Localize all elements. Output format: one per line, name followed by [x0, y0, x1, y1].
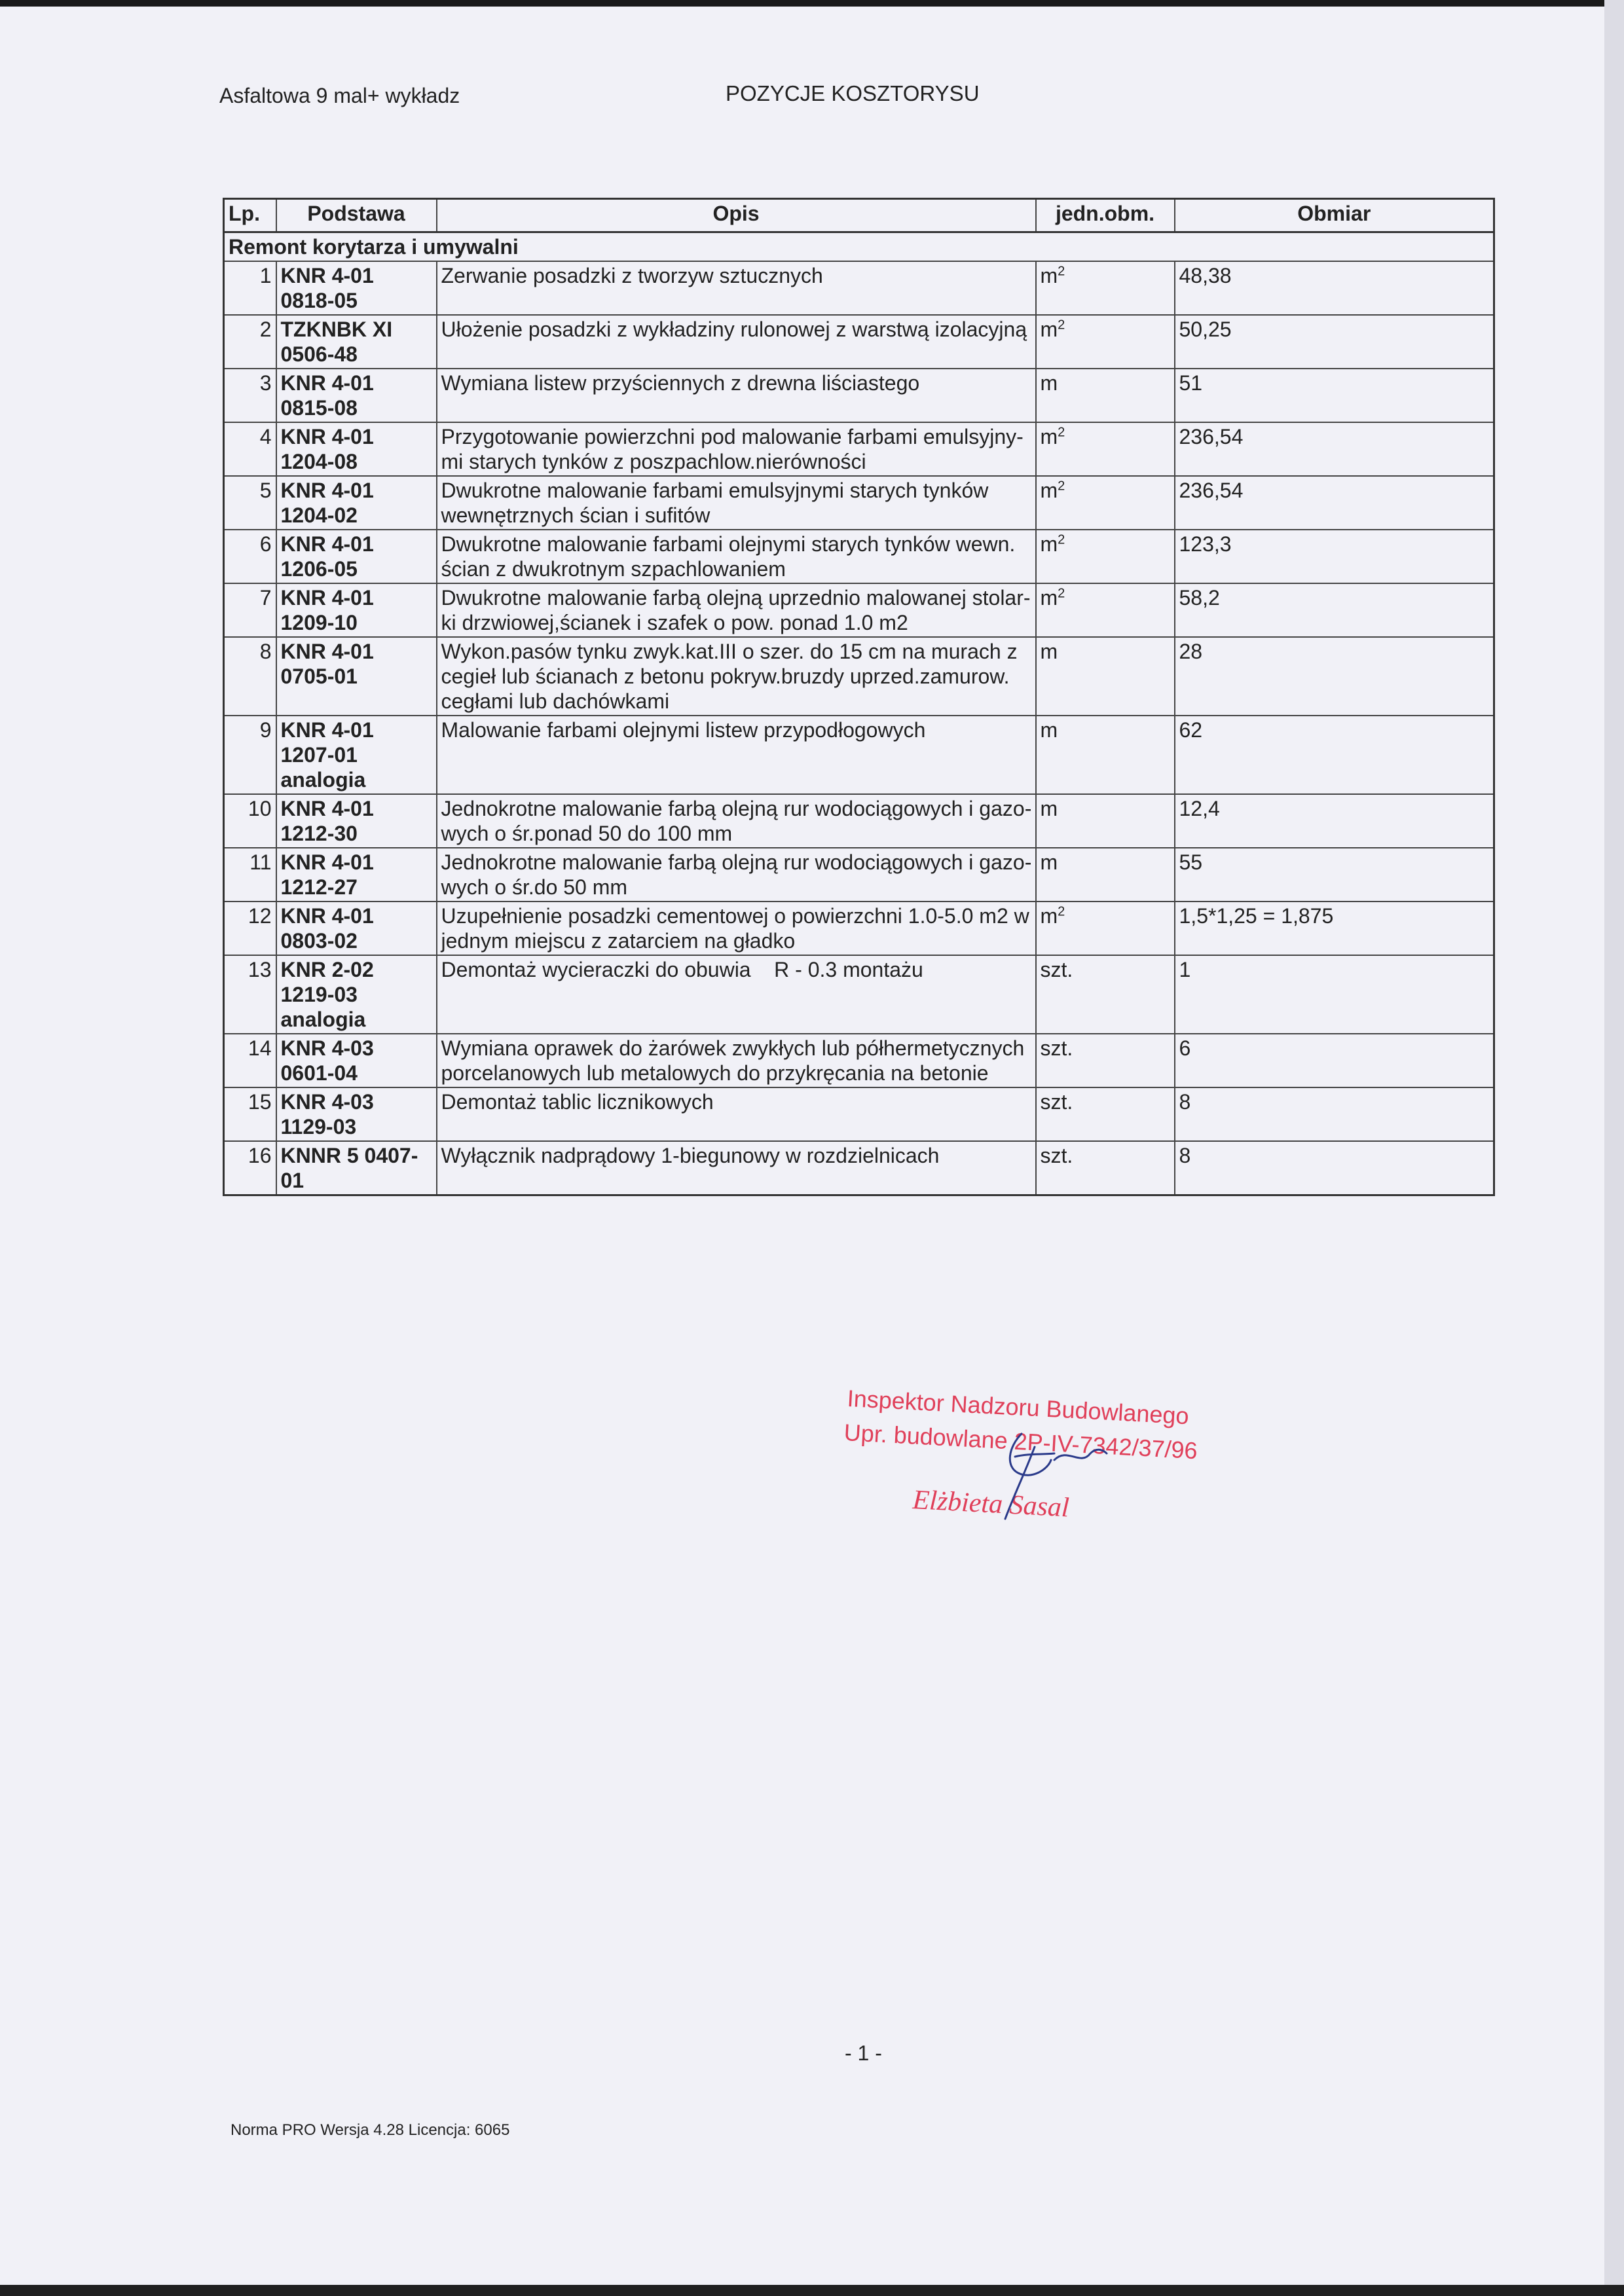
row-opis — [437, 902, 1036, 955]
row-opis — [437, 530, 1036, 583]
col-header-obmiar: Obmiar — [1175, 199, 1494, 232]
row-podstawa — [276, 261, 437, 315]
podstawa-line: 1219-03 — [280, 983, 358, 1006]
row-obmiar: 236,54 — [1175, 422, 1494, 476]
unit-exponent: 2 — [1058, 479, 1065, 494]
row-lp: 5 — [224, 476, 276, 530]
row-lp: 3 — [224, 369, 276, 422]
row-opis — [437, 848, 1036, 902]
unit-text: m — [1040, 264, 1058, 287]
podstawa-line: 1204-02 — [280, 503, 358, 527]
scan-edge-bottom — [0, 2285, 1624, 2296]
table-row — [224, 848, 1494, 902]
unit-text: szt. — [1040, 958, 1073, 981]
row-obmiar: 50,25 — [1175, 315, 1494, 369]
table-row — [224, 955, 1494, 1034]
unit-text: m — [1040, 425, 1058, 448]
opis-line: Demontaż wycieraczki do obuwia R - 0.3 montażu — [441, 958, 923, 981]
row-unit — [1036, 955, 1175, 1034]
row-obmiar: 123,3 — [1175, 530, 1494, 583]
cost-estimate-table — [223, 198, 1495, 1196]
opis-line: Wymiana listew przyściennych z drewna liściastego — [441, 371, 920, 395]
opis-line: Demontaż tablic licznikowych — [441, 1090, 714, 1114]
opis-line: Wymiana oprawek do żarówek zwykłych lub półhermetycznych — [441, 1036, 1025, 1060]
table-header-row — [224, 199, 1494, 232]
opis-line: Wykon.pasów tynku zwyk.kat.III o szer. do 15 cm na murach z — [441, 640, 1018, 663]
row-unit — [1036, 369, 1175, 422]
row-unit — [1036, 315, 1175, 369]
row-lp: 13 — [224, 955, 276, 1034]
row-opis — [437, 369, 1036, 422]
unit-exponent: 2 — [1058, 532, 1065, 547]
row-lp: 8 — [224, 637, 276, 716]
row-unit — [1036, 848, 1175, 902]
opis-line: ki drzwiowej,ścianek i szafek o pow. ponad 1.0 m2 — [441, 611, 908, 634]
header-title: POZYCJE KOSZTORYSU — [726, 81, 980, 105]
table-row — [224, 902, 1494, 955]
unit-exponent: 2 — [1058, 318, 1065, 333]
podstawa-line: KNR 4-01 — [280, 264, 374, 287]
podstawa-line: KNR 4-01 — [280, 718, 374, 742]
row-obmiar: 1,5*1,25 = 1,875 — [1175, 902, 1494, 955]
opis-line: Jednokrotne malowanie farbą olejną rur wodociągowych i gazo- — [441, 797, 1032, 820]
col-header-podstawa: Podstawa — [276, 199, 437, 232]
row-podstawa — [276, 583, 437, 637]
row-obmiar: 55 — [1175, 848, 1494, 902]
podstawa-line: KNR 4-03 — [280, 1090, 374, 1114]
row-unit — [1036, 1141, 1175, 1195]
podstawa-line: KNR 4-01 — [280, 479, 374, 502]
row-obmiar: 62 — [1175, 716, 1494, 794]
row-opis — [437, 716, 1036, 794]
row-obmiar: 51 — [1175, 369, 1494, 422]
unit-text: m — [1040, 718, 1058, 742]
row-obmiar: 8 — [1175, 1141, 1494, 1195]
table-row — [224, 369, 1494, 422]
unit-exponent: 2 — [1058, 425, 1065, 440]
unit-text: m — [1040, 318, 1058, 341]
row-unit — [1036, 1034, 1175, 1087]
podstawa-line: KNR 4-01 — [280, 532, 374, 556]
stamp-name: Elżbieta Sasal — [912, 1484, 1070, 1523]
podstawa-line: 1212-27 — [280, 875, 358, 899]
header-project-name: Asfaltowa 9 mal+ wykładz — [219, 84, 460, 107]
podstawa-line: 1129-03 — [280, 1115, 357, 1139]
row-podstawa — [276, 955, 437, 1034]
unit-text: m — [1040, 586, 1058, 610]
row-podstawa — [276, 369, 437, 422]
table-row — [224, 315, 1494, 369]
unit-text: m — [1040, 532, 1058, 556]
stamp-line-license: Upr. budowlane 2P-IV-7342/37/96 — [843, 1419, 1198, 1465]
table-row — [224, 716, 1494, 794]
opis-line: Wyłącznik nadprądowy 1-biegunowy w rozdzielnicach — [441, 1144, 940, 1167]
row-lp: 16 — [224, 1141, 276, 1195]
row-podstawa — [276, 902, 437, 955]
opis-line: Uzupełnienie posadzki cementowej o powierzchni 1.0-5.0 m2 w — [441, 904, 1029, 928]
table-row — [224, 794, 1494, 848]
section-row — [224, 232, 1494, 262]
podstawa-line: KNR 4-01 — [280, 904, 374, 928]
row-unit — [1036, 794, 1175, 848]
opis-line: Przygotowanie powierzchni pod malowanie farbami emulsyjny- — [441, 425, 1024, 448]
row-opis — [437, 476, 1036, 530]
podstawa-line: KNR 4-01 — [280, 586, 374, 610]
unit-text: szt. — [1040, 1090, 1073, 1114]
row-podstawa — [276, 1141, 437, 1195]
row-opis — [437, 794, 1036, 848]
table-row — [224, 1087, 1494, 1141]
opis-line: jednym miejscu z zatarciem na gładko — [441, 929, 796, 953]
podstawa-line: KNR 4-01 — [280, 797, 374, 820]
unit-exponent: 2 — [1058, 264, 1065, 279]
podstawa-line: 0803-02 — [280, 929, 358, 953]
opis-line: wewnętrznych ścian i sufitów — [441, 503, 710, 527]
row-lp: 7 — [224, 583, 276, 637]
unit-text: m — [1040, 797, 1058, 820]
row-opis — [437, 637, 1036, 716]
opis-line: porcelanowych lub metalowych do przykręcania na betonie — [441, 1061, 989, 1085]
row-unit — [1036, 583, 1175, 637]
row-podstawa — [276, 848, 437, 902]
table-row — [224, 1034, 1494, 1087]
section-title: Remont korytarza i umywalni — [224, 232, 1494, 262]
scan-edge-right — [1604, 0, 1624, 2296]
unit-text: m — [1040, 850, 1058, 874]
opis-line: ścian z dwukrotnym szpachlowaniem — [441, 557, 786, 581]
col-header-unit: jedn.obm. — [1036, 199, 1175, 232]
row-podstawa — [276, 1034, 437, 1087]
row-podstawa — [276, 476, 437, 530]
row-lp: 12 — [224, 902, 276, 955]
row-lp: 4 — [224, 422, 276, 476]
podstawa-line: 0705-01 — [280, 665, 358, 688]
row-opis — [437, 1034, 1036, 1087]
opis-line: Malowanie farbami olejnymi listew przypodłogowych — [441, 718, 926, 742]
table-row — [224, 476, 1494, 530]
row-podstawa — [276, 1087, 437, 1141]
row-lp: 15 — [224, 1087, 276, 1141]
podstawa-line: KNR 4-01 — [280, 371, 374, 395]
table-row — [224, 583, 1494, 637]
row-lp: 1 — [224, 261, 276, 315]
row-lp: 10 — [224, 794, 276, 848]
row-obmiar: 28 — [1175, 637, 1494, 716]
table-row — [224, 530, 1494, 583]
col-header-opis: Opis — [437, 199, 1036, 232]
podstawa-line: analogia — [280, 768, 366, 792]
unit-exponent: 2 — [1058, 586, 1065, 601]
row-lp: 6 — [224, 530, 276, 583]
podstawa-line: 1206-05 — [280, 557, 358, 581]
opis-line: Ułożenie posadzki z wykładziny rulonowej z warstwą izolacyjną — [441, 318, 1027, 341]
podstawa-line: 1204-08 — [280, 450, 358, 473]
row-unit — [1036, 637, 1175, 716]
podstawa-line: KNNR 5 0407- — [280, 1144, 418, 1167]
row-obmiar: 8 — [1175, 1087, 1494, 1141]
table-row — [224, 637, 1494, 716]
unit-text: m — [1040, 640, 1058, 663]
podstawa-line: 1207-01 — [280, 743, 358, 767]
podstawa-line: 1209-10 — [280, 611, 358, 634]
stamp-line-inspector: Inspektor Nadzoru Budowlanego — [846, 1385, 1190, 1430]
table-row — [224, 261, 1494, 315]
row-lp: 11 — [224, 848, 276, 902]
row-unit — [1036, 716, 1175, 794]
podstawa-line: 0818-05 — [280, 289, 358, 312]
podstawa-line: TZKNBK XI — [280, 318, 393, 341]
row-opis — [437, 1141, 1036, 1195]
table-row — [224, 422, 1494, 476]
row-podstawa — [276, 422, 437, 476]
software-footer: Norma PRO Wersja 4.28 Licencja: 6065 — [231, 2121, 510, 2139]
row-opis — [437, 1087, 1036, 1141]
unit-text: szt. — [1040, 1144, 1073, 1167]
handwritten-signature — [943, 1408, 1126, 1539]
row-podstawa — [276, 530, 437, 583]
unit-text: m — [1040, 904, 1058, 928]
table-row — [224, 1141, 1494, 1195]
unit-text: szt. — [1040, 1036, 1073, 1060]
col-header-lp: Lp. — [224, 199, 276, 232]
podstawa-line: KNR 4-01 — [280, 850, 374, 874]
row-obmiar: 6 — [1175, 1034, 1494, 1087]
row-unit — [1036, 1087, 1175, 1141]
podstawa-line: 0506-48 — [280, 342, 358, 366]
row-unit — [1036, 476, 1175, 530]
podstawa-line: 01 — [280, 1169, 304, 1192]
row-podstawa — [276, 315, 437, 369]
row-unit — [1036, 422, 1175, 476]
row-opis — [437, 422, 1036, 476]
row-unit — [1036, 902, 1175, 955]
row-unit — [1036, 261, 1175, 315]
opis-line: Zerwanie posadzki z tworzyw sztucznych — [441, 264, 823, 287]
opis-line: mi starych tynków z poszpachlow.nierówności — [441, 450, 866, 473]
opis-line: cegieł lub ścianach z betonu pokryw.bruzdy uprzed.zamurow. — [441, 665, 1010, 688]
opis-line: Dwukrotne malowanie farbami emulsyjnymi starych tynków — [441, 479, 989, 502]
row-podstawa — [276, 794, 437, 848]
row-opis — [437, 583, 1036, 637]
opis-line: Dwukrotne malowanie farbami olejnymi starych tynków wewn. — [441, 532, 1016, 556]
page-number: - 1 - — [845, 2041, 882, 2065]
opis-line: cegłami lub dachówkami — [441, 689, 670, 713]
row-obmiar: 1 — [1175, 955, 1494, 1034]
row-opis — [437, 315, 1036, 369]
row-obmiar: 58,2 — [1175, 583, 1494, 637]
podstawa-line: 1212-30 — [280, 822, 358, 845]
podstawa-line: 0601-04 — [280, 1061, 358, 1085]
row-opis — [437, 955, 1036, 1034]
opis-line: Jednokrotne malowanie farbą olejną rur wodociągowych i gazo- — [441, 850, 1032, 874]
row-lp: 9 — [224, 716, 276, 794]
opis-line: wych o śr.do 50 mm — [441, 875, 628, 899]
row-obmiar: 236,54 — [1175, 476, 1494, 530]
podstawa-line: KNR 4-01 — [280, 425, 374, 448]
opis-line: Dwukrotne malowanie farbą olejną uprzednio malowanej stolar- — [441, 586, 1031, 610]
row-lp: 2 — [224, 315, 276, 369]
row-obmiar: 48,38 — [1175, 261, 1494, 315]
unit-exponent: 2 — [1058, 904, 1065, 919]
opis-line: wych o śr.ponad 50 do 100 mm — [441, 822, 733, 845]
row-podstawa — [276, 637, 437, 716]
podstawa-line: 0815-08 — [280, 396, 358, 420]
podstawa-line: KNR 2-02 — [280, 958, 374, 981]
podstawa-line: KNR 4-01 — [280, 640, 374, 663]
unit-text: m — [1040, 479, 1058, 502]
podstawa-line: KNR 4-03 — [280, 1036, 374, 1060]
row-obmiar: 12,4 — [1175, 794, 1494, 848]
row-unit — [1036, 530, 1175, 583]
row-lp: 14 — [224, 1034, 276, 1087]
row-opis — [437, 261, 1036, 315]
row-podstawa — [276, 716, 437, 794]
unit-text: m — [1040, 371, 1058, 395]
podstawa-line: analogia — [280, 1008, 366, 1031]
